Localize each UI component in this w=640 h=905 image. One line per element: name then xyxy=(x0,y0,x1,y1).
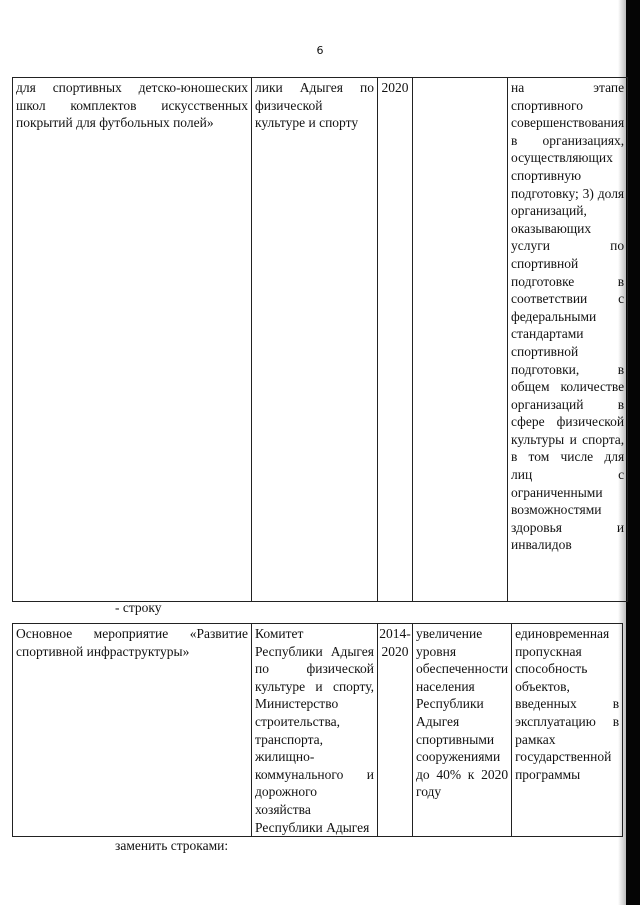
table-fragment-top xyxy=(12,77,628,602)
page-number: 6 xyxy=(316,44,324,57)
indicator-cell: на этапе спортивного совершенствования в организациях, осуществляющих спортивную подготовку; 3) доля организаций, оказывающих услуги по спортивной подготовке в соответствии с федеральными стандартами спортивной подготовки, в общем количестве организаций в сфере физической культуры и спорта, в том числе для лиц с ограниченными возможностями здоровья и инвалидов xyxy=(508,78,628,602)
executor-cell: лики Адыгея по физической культуре и спорту xyxy=(252,78,378,602)
table-fragment-bottom xyxy=(12,623,623,837)
result-cell xyxy=(413,78,508,602)
result-cell: увеличение уровня обеспеченности населения Республики Адыгея спортивными сооружениями до 40% к 2020 году xyxy=(413,624,512,837)
executor-cell: Комитет Республики Адыгея по физической культуре и спорту, Министерство строительства, транспорта, жилищно-коммунального и дорожного хозяйства Республики Адыгея xyxy=(252,624,378,837)
instruction-line: заменить строками: xyxy=(115,838,229,853)
table-row xyxy=(13,624,623,837)
event-name-cell: для спортивных детско-юношеских школ комплектов искусственных покрытий для футбольных полей» xyxy=(13,78,252,602)
table-row xyxy=(13,78,628,602)
instruction-line: - строку xyxy=(115,600,162,615)
event-name-cell: Основное мероприятие «Развитие спортивной инфраструктуры» xyxy=(13,624,252,837)
indicator-cell: единовременная пропускная способность объектов, введенных в эксплуатацию в рамках государственной программы xyxy=(512,624,623,837)
year-cell: 2014-2020 xyxy=(378,624,413,837)
year-cell: 2020 xyxy=(378,78,413,602)
